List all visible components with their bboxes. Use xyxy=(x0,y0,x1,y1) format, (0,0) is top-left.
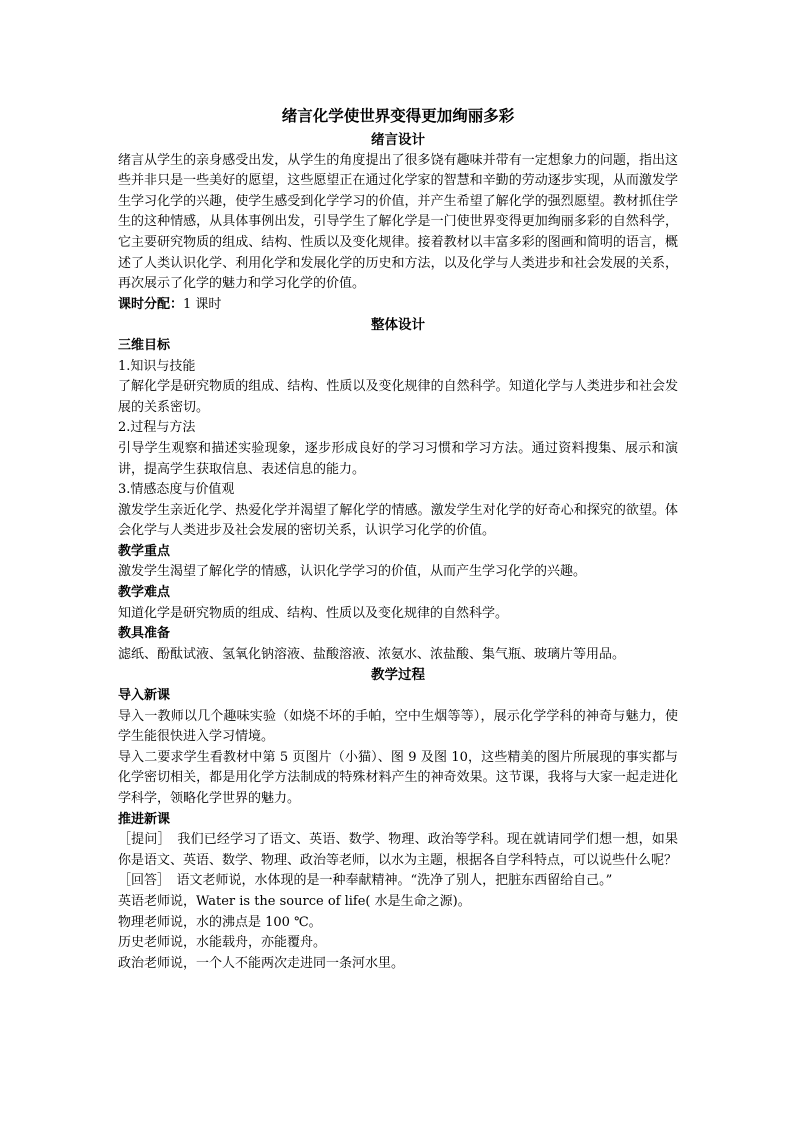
section-heading-intro-design: 绪言设计 xyxy=(371,132,425,148)
difficult-points-heading: 教学难点 xyxy=(118,585,171,601)
goals-heading: 三维目标 xyxy=(118,337,171,353)
answer-history: 历史老师说，水能载舟，亦能覆舟。 xyxy=(118,935,327,951)
question-paragraph xyxy=(118,830,678,871)
intro-lesson-heading: 导入新课 xyxy=(118,688,171,704)
answer-paragraph xyxy=(118,871,678,892)
period-label: 课时分配： xyxy=(118,296,184,312)
tools-heading: 教具准备 xyxy=(118,626,171,642)
period-value: 1 课时 xyxy=(183,296,222,312)
goal1-label: 1.知识与技能 xyxy=(118,358,196,374)
new-lesson-heading: 推进新课 xyxy=(118,811,171,827)
section-heading-overall-design: 整体设计 xyxy=(371,317,425,334)
section-heading-teaching-process: 教学过程 xyxy=(371,667,425,684)
answer-label: ［回答］ xyxy=(118,873,164,889)
goal2-text: 引导学生观察和描述实验现象，逐步形成良好的学习习惯和学习方法。通过资料搜集、展示和演讲，提高学生获取信息、表述信息的能力。 xyxy=(118,440,678,477)
period-line xyxy=(118,295,678,316)
intro-design-paragraph: 绪言从学生的亲身感受出发，从学生的角度提出了很多饶有趣味并带有一定想象力的问题，指出这些并非只是一些美好的愿望，这些愿望正在通过化学家的智慧和辛勤的劳动逐步实现，从而激发学生学习化学的兴趣，使学生感受到化学学习的价值，并产生希望了解化学的强烈愿望。教材抓住学生的这种情感，从具体事例出发，引导学生了解化学是一门使世界变得更加绚丽多彩的自然科学，它主要研究物质的组成、结构、性质以及变化规律。接着教材以丰富多彩的图画和简明的语言，概述了人类认识化学、利用化学和发展化学的历史和方法，以及化学与人类进步和社会发展的关系，再次展示了化学的魅力和学习化学的价值。 xyxy=(118,152,678,292)
question-label: ［提问］ xyxy=(118,832,165,848)
key-points-text: 激发学生渴望了解化学的情感，认识化学学习的价值，从而产生学习化学的兴趣。 xyxy=(118,564,587,580)
goal2-label: 2.过程与方法 xyxy=(118,420,196,436)
difficult-points-text: 知道化学是研究物质的组成、结构、性质以及变化规律的自然科学。 xyxy=(118,605,509,621)
document-title: 绪言化学使世界变得更加绚丽多彩 xyxy=(281,106,515,125)
goal3-text: 激发学生亲近化学、热爱化学并渴望了解化学的情感。激发学生对化学的好奇心和探究的欲望。体会化学与人类进步及社会发展的密切关系，认识学习化学的价值。 xyxy=(118,502,678,539)
goal1-text: 了解化学是研究物质的组成、结构、性质以及变化规律的自然科学。知道化学与人类进步和社会发展的关系密切。 xyxy=(118,379,678,415)
intro-option-1: 导入一教师以几个趣味实验（如烧不坏的手帕，空中生烟等等），展示化学学科的神奇与魅力，使学生能很快进入学习情境。 xyxy=(118,708,678,745)
document-page xyxy=(118,105,678,974)
tools-text: 滤纸、酚酞试液、氢氧化钠溶液、盐酸溶液、浓氨水、浓盐酸、集气瓶、玻璃片等用品。 xyxy=(118,646,626,662)
intro-option-2: 导入二要求学生看教材中第 5 页图片（小猫）、图 9 及图 10，这些精美的图片所展现的事实都与化学密切相关，都是用化学方法制成的特殊材料产生的神奇效果。这节课，我将与大家一起走进化学科学，领略化学世界的魅力。 xyxy=(118,749,678,806)
answer-text: 语文老师说，水体现的是一种奉献精神。“洗净了别人，把脏东西留给自己。” xyxy=(163,873,613,889)
key-points-heading: 教学重点 xyxy=(118,543,171,559)
answer-politics: 政治老师说，一个人不能两次走进同一条河水里。 xyxy=(118,955,405,971)
question-text: 我们已经学习了语文、英语、数学、物理、政治等学科。现在就请同学们想一想，如果你是语文、英语、数学、物理、政治等老师，以水为主题，根据各自学科特点，可以说些什么呢？ xyxy=(118,832,678,868)
answer-physics: 物理老师说，水的沸点是 100 ℃。 xyxy=(118,914,322,930)
answer-english: 英语老师说，Water is the source of life( 水是生命之源)。 xyxy=(118,893,471,909)
goal3-label: 3.情感态度与价值观 xyxy=(118,482,235,498)
